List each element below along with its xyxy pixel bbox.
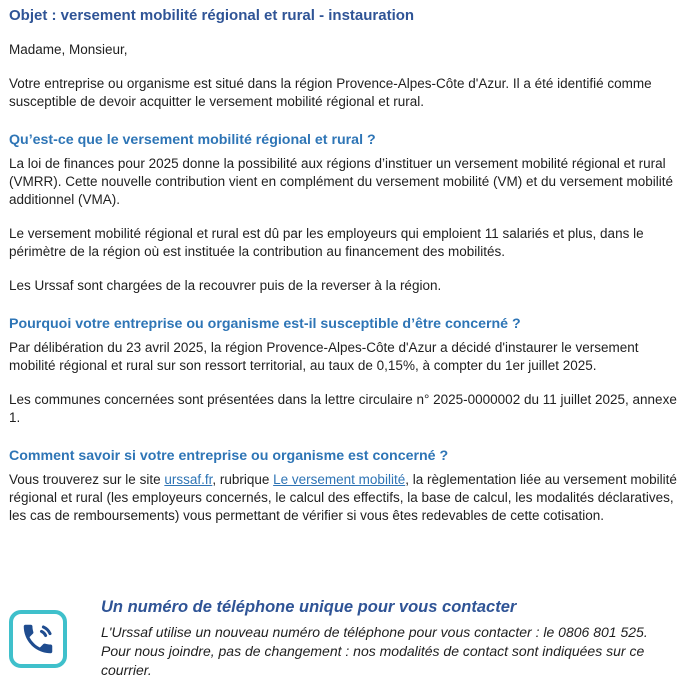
paragraph-loi-finances: La loi de finances pour 2025 donne la possibilité aux régions d’instituer un versement mobilité régional et rural (VMRR). Cette nouvelle contribution vient en complément du versement mobilité (VM) et du versement mobilité additionnel (VMA). (9, 156, 674, 207)
intro-paragraph: Votre entreprise ou organisme est situé dans la région Provence-Alpes-Côte d'Azur. Il a été identifié comme susceptible de devoir acquitter le versement mobilité régional et rural. (9, 76, 652, 109)
phone-icon-badge (9, 610, 67, 668)
verification-text-2: , rubrique (212, 472, 274, 487)
urssaf-fr-link[interactable]: urssaf.fr (164, 472, 213, 487)
paragraph-urssaf-recouvrement: Les Urssaf sont chargées de la recouvrer puis de la reverser à la région. (9, 278, 442, 293)
salutation: Madame, Monsieur, (9, 42, 128, 57)
contact-note-heading: Un numéro de téléphone unique pour vous contacter (101, 598, 517, 616)
letter-subject: Objet : versement mobilité régional et rural - instauration (9, 7, 415, 24)
verification-text-3: , la règlementation liée au versement mobilité régional et rural (les employeurs concernés, le calcul des effectifs, la base de calcul, les modalités déclaratives, les cas de remboursements) vous permettant de vérifier si vous êtes redevables de cette cotisation. (9, 472, 677, 523)
versement-mobilite-link[interactable]: Le versement mobilité (273, 472, 406, 487)
section-heading-comment: Comment savoir si votre entreprise ou organisme est concerné ? (9, 448, 449, 464)
verification-text-1: Vous trouverez sur le site (9, 472, 165, 487)
paragraph-deliberation: Par délibération du 23 avril 2025, la région Provence-Alpes-Côte d'Azur a décidé d'instaurer le versement mobilité régional et rural sur son ressort territorial, au taux de 0,15%, à compter du 1er juillet 2025. (9, 340, 639, 373)
paragraph-communes: Les communes concernées sont présentées dans la lettre circulaire n° 2025-0000002 du 11 juillet 2025, annexe 1. (9, 392, 677, 425)
section-heading-definition: Qu’est-ce que le versement mobilité régional et rural ? (9, 132, 376, 148)
paragraph-employeurs: Le versement mobilité régional et rural est dû par les employeurs qui emploient 11 salariés et plus, dans le périmètre de la région où est instituée la contribution au financement des mobilités. (9, 226, 644, 259)
contact-note-line-1: L'Urssaf utilise un nouveau numéro de téléphone pour vous contacter : le 0806 801 525. (101, 624, 648, 640)
contact-note-line-2: Pour nous joindre, pas de changement : nos modalités de contact sont indiquées sur ce courrier. (101, 643, 645, 678)
contact-note-text (101, 597, 680, 680)
phone-volume-icon (19, 620, 57, 658)
section-heading-pourquoi: Pourquoi votre entreprise ou organisme est-il susceptible d’être concerné ? (9, 316, 521, 332)
paragraph-verification (9, 471, 680, 525)
contact-note (9, 597, 680, 680)
